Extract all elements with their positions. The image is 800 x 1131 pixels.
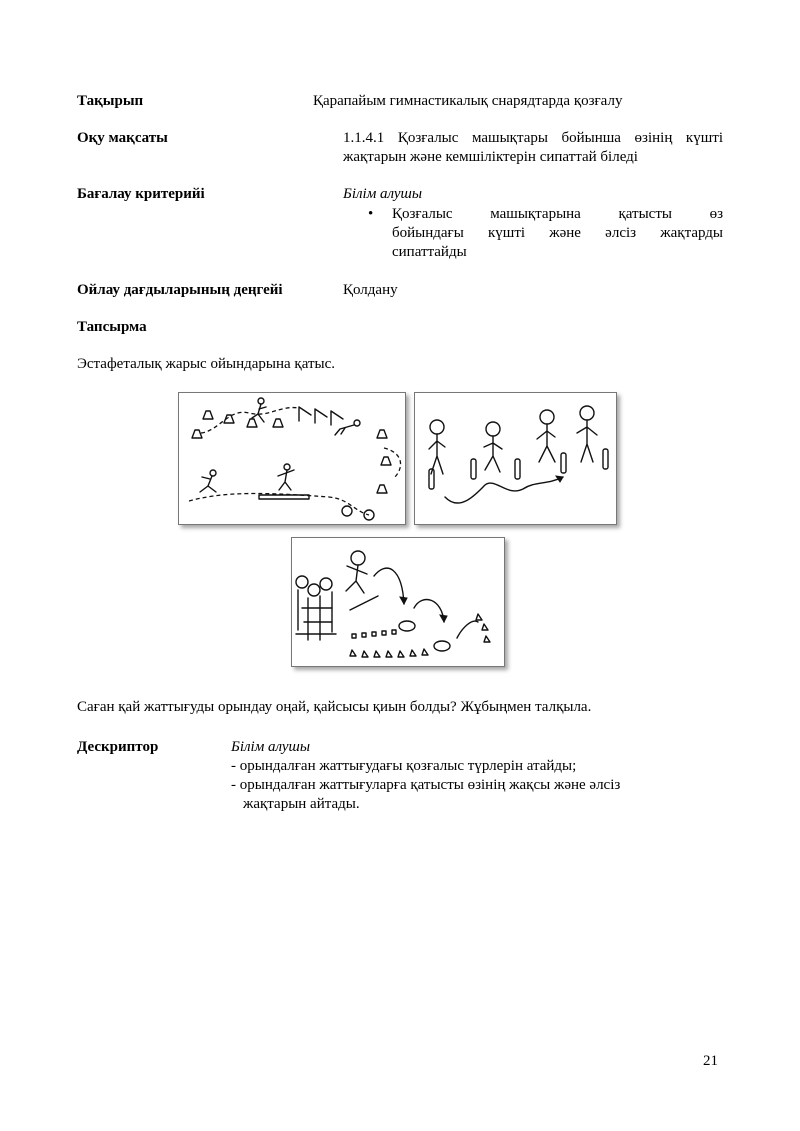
thinking-value: Қолдану — [343, 282, 398, 298]
criteria-bullet-line-2: бойындағы күшті және әлсіз жақтарды — [392, 225, 723, 241]
goal-label: Оқу мақсаты — [77, 130, 168, 146]
task-heading: Тапсырма — [77, 319, 147, 335]
criteria-label: Бағалау критерийі — [77, 186, 205, 202]
thinking-label: Ойлау дағдыларының деңгейі — [77, 282, 283, 298]
children-jumping-illustration — [291, 537, 505, 667]
task-instruction: Эстафеталық жарыс ойындарына қатыс. — [77, 356, 336, 372]
bullet-icon: • — [368, 206, 374, 222]
descriptor-subject: Білім алушы — [231, 739, 311, 755]
criteria-bullet-line-3: сипаттайды — [392, 244, 467, 260]
criteria-bullet-line-1: Қозғалыс машықтарына қатысты өз — [392, 206, 723, 222]
goal-line-1: 1.1.4.1 Қозғалыс машықтары бойынша өзінің күшті — [343, 130, 723, 146]
discussion-question: Саған қай жаттығуды орындау оңай, қайсысы қиын болды? Жұбыңмен талқыла. — [77, 699, 592, 715]
descriptor-item-2: - орындалған жаттығуларға қатысты өзінің жақсы және әлсіз — [231, 777, 621, 793]
criteria-subject: Білім алушы — [343, 186, 423, 202]
topic-label: Тақырып — [77, 93, 144, 109]
children-running-illustration — [414, 392, 617, 525]
descriptor-item-1: - орындалған жаттығудағы қозғалыс түрлерін атайды; — [231, 758, 577, 774]
descriptor-label: Дескриптор — [77, 739, 159, 755]
descriptor-item-2-continuation: жақтарын айтады. — [243, 796, 360, 812]
relay-course-illustration — [178, 392, 406, 525]
topic-value: Қарапайым гимнастикалық снарядтарда қозғалу — [313, 93, 623, 109]
goal-line-2: жақтарын және кемшіліктерін сипаттай біледі — [343, 149, 638, 165]
page-number: 21 — [703, 1053, 718, 1069]
